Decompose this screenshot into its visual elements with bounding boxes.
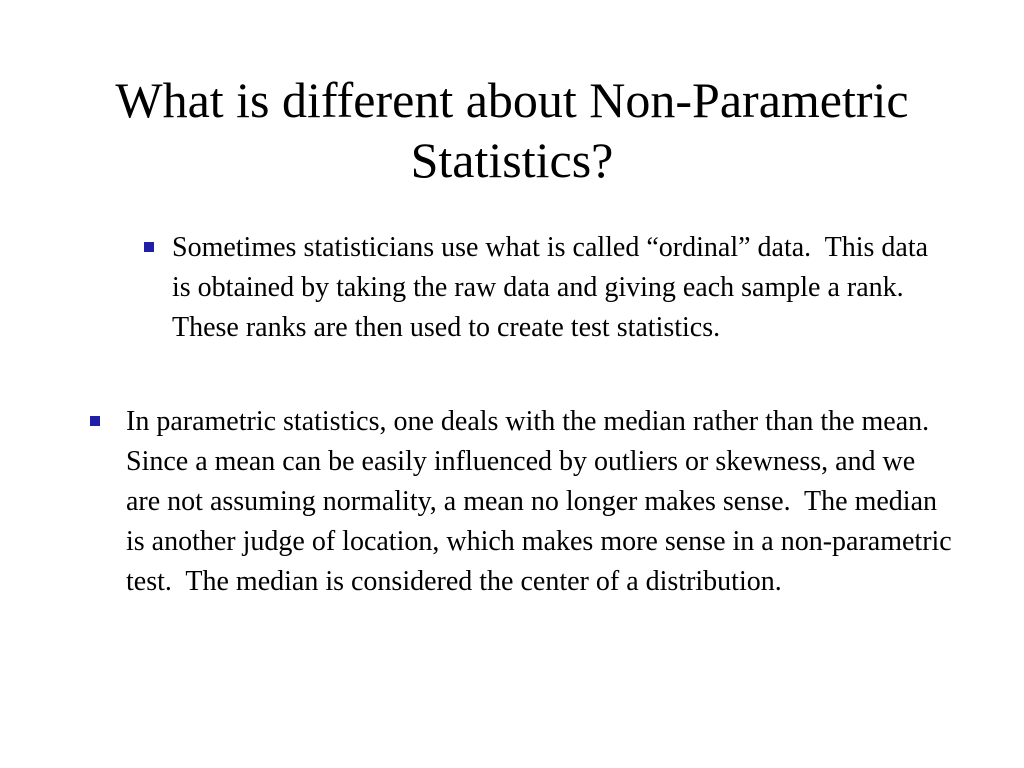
bullet-text: Sometimes statisticians use what is called “ordinal” data. This data is obtained by taking the raw data and giving each sample a rank. These ranks are then used to create test statistics. [172, 232, 936, 343]
bullet-item-median [126, 402, 959, 602]
bullet-item-ordinal-data [172, 228, 936, 348]
square-bullet-icon [90, 416, 100, 426]
bullet-text: In parametric statistics, one deals with the median rather than the mean. Since a mean can be easily influenced by outliers or skewness, and we are not assuming normality, a mean no longer makes sense. The median is another judge of location, which makes more sense in a non-parametric test. The median is considered the center of a distribution. [126, 406, 959, 597]
square-bullet-icon [144, 242, 154, 252]
slide-title: What is different about Non-Parametric Statistics? [115, 72, 909, 188]
